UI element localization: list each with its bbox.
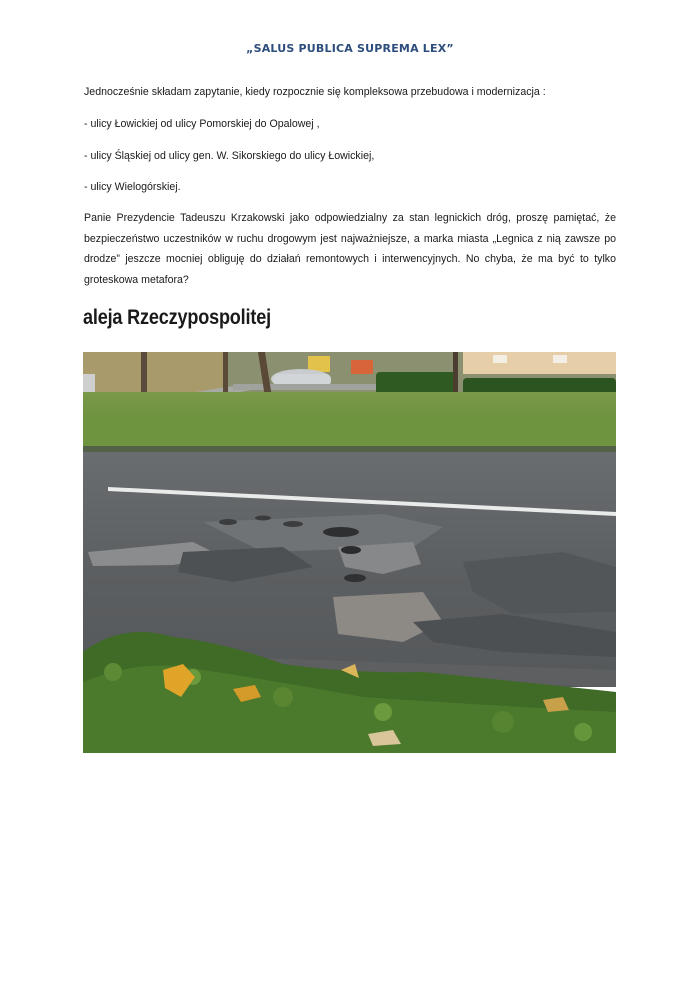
street-list-item: - ulicy Wielogórskiej. bbox=[84, 181, 181, 193]
pothole bbox=[323, 527, 359, 537]
section-heading: aleja Rzeczypospolitej bbox=[83, 306, 271, 329]
appeal-paragraph: Panie Prezydencie Tadeuszu Krzakowski jako odpowiedzialny za stan legnickich dróg, proszę pamiętać, że bezpieczeństwo uczestników w ruchu drogowym jest najważniejsze, a marka miasta „Legnica z nią zawsze po drodze” jeszcze mocniej obliguję do działań remontowych i interwencyjnych. No chyba, że ma być to tylko groteskowa metafora? bbox=[84, 212, 616, 286]
background-building bbox=[463, 352, 616, 374]
street-list-item: - ulicy Łowickiej od ulicy Pomorskiej do Opalowej , bbox=[84, 118, 320, 130]
road-damage-photo bbox=[83, 352, 616, 753]
page-header-motto: „SALUS PUBLICA SUPREMA LEX” bbox=[246, 42, 454, 55]
pothole bbox=[341, 546, 361, 554]
pothole bbox=[219, 519, 237, 525]
intro-paragraph: Jednocześnie składam zapytanie, kiedy rozpocznie się kompleksowa przebudowa i modernizacja : bbox=[84, 86, 546, 98]
pothole bbox=[344, 574, 366, 582]
street-list-item: - ulicy Śląskiej od ulicy gen. W. Sikorskiego do ulicy Łowickiej, bbox=[84, 150, 375, 162]
